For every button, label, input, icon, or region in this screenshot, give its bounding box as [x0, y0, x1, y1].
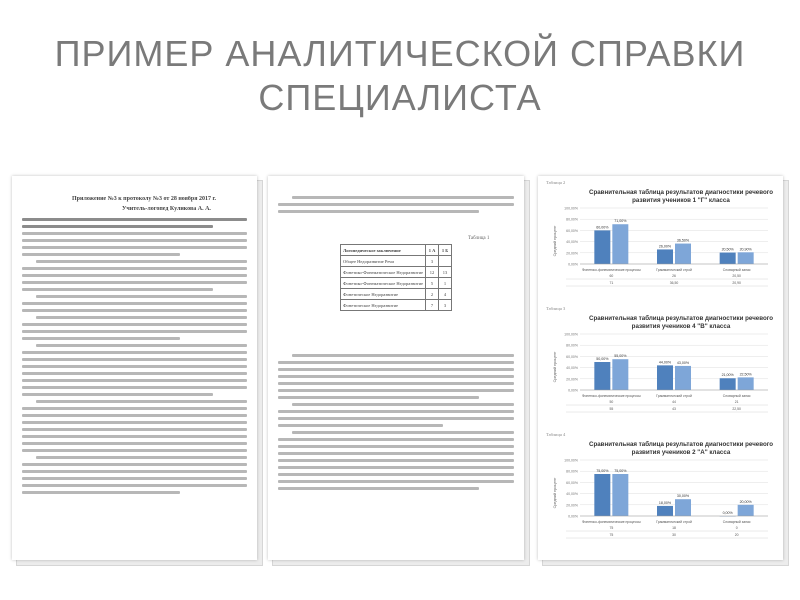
y-tick-label: 40,00%	[566, 492, 578, 497]
table-value: 75	[609, 533, 614, 537]
y-tick-label: 0,00%	[568, 514, 578, 519]
document-page-3	[538, 176, 783, 560]
bar	[612, 224, 628, 264]
y-tick-label: 20,00%	[566, 251, 578, 256]
table-row	[341, 278, 452, 289]
bar	[675, 244, 691, 264]
bar	[594, 230, 610, 264]
cell-a: 7	[426, 300, 439, 311]
table-value: 44	[672, 400, 676, 404]
category-label: Фонетико-фонематические процессы	[581, 520, 641, 524]
y-axis-label: Средний процент	[553, 225, 557, 257]
category-label: Фонетико-фонематические процессы	[581, 394, 641, 398]
bar	[720, 378, 736, 390]
chart-title-line: развития учеников 4 "В" класса	[631, 323, 731, 330]
table-value: 20	[734, 533, 739, 537]
bar	[657, 365, 673, 390]
data-label: 75,00%	[596, 469, 609, 473]
slide-title-line-1: ПРИМЕР АНАЛИТИЧЕСКОЙ СПРАВКИ	[54, 33, 746, 74]
cell-b: 13	[439, 267, 452, 278]
table-value: 30	[672, 533, 676, 537]
page1-subheader: Учитель-логопед Куликова А. А.	[122, 206, 211, 212]
cell-label: Фонетическое Недоразвитие	[341, 300, 426, 311]
data-label: 0,00%	[722, 511, 733, 515]
page1-body-text	[22, 218, 247, 498]
y-tick-label: 80,00%	[566, 469, 578, 474]
table-value: 55	[609, 407, 614, 411]
y-axis-label: Средний процент	[553, 351, 557, 383]
y-tick-label: 0,00%	[568, 262, 578, 267]
category-label: Словарный запас	[722, 268, 751, 272]
bar	[594, 362, 610, 390]
bar	[675, 499, 691, 516]
table-value: 50	[609, 400, 614, 404]
chart-1-tag: Таблица 2	[546, 180, 566, 185]
cell-label: Логопедическое заключение	[341, 245, 426, 256]
slide-title	[0, 32, 800, 120]
table-value: 43	[672, 407, 676, 411]
chart-2-tag: Таблица 3	[546, 306, 566, 311]
y-tick-label: 40,00%	[566, 366, 578, 371]
table-value: 20,90	[732, 281, 741, 285]
data-label: 30,00%	[676, 494, 690, 499]
table-value: 21	[734, 400, 739, 404]
chart-3-tag: Таблица 4	[546, 432, 566, 437]
y-tick-label: 40,00%	[566, 240, 578, 245]
y-tick-label: 80,00%	[566, 217, 578, 222]
data-label: 55,00%	[614, 354, 627, 359]
data-label: 22,50%	[739, 372, 752, 377]
bar	[720, 253, 736, 264]
table-row	[341, 256, 452, 267]
cell-label: Фонетико-Фонематическое Недоразвитие	[341, 267, 426, 278]
page2-intro-text	[278, 196, 514, 217]
category-label: Грамматический строй	[656, 520, 692, 524]
chart-2	[546, 306, 775, 421]
cell-b: 1	[439, 278, 452, 289]
chart-2-svg	[546, 312, 775, 420]
bar	[657, 249, 673, 264]
chart-title-line: Сравнительная таблица результатов диагностики речевого	[588, 441, 774, 448]
chart-title-line: Сравнительная таблица результатов диагностики речевого	[588, 189, 774, 196]
y-tick-label: 60,00%	[566, 228, 578, 233]
cell-a: 1 А	[426, 245, 439, 256]
cell-a: 5	[426, 278, 439, 289]
table-row	[341, 289, 452, 300]
category-label: Словарный запас	[722, 394, 751, 398]
cell-a: 2	[426, 289, 439, 300]
cell-b: 1 Б	[439, 245, 452, 256]
data-label: 60,00%	[596, 225, 609, 230]
table-value: 75	[609, 526, 614, 530]
data-label: 44,00%	[658, 360, 672, 365]
chart-1	[546, 180, 775, 295]
chart-title-line: развития учеников 1 "Г" класса	[632, 197, 730, 204]
table-row	[341, 267, 452, 278]
page2-body-text	[278, 354, 514, 494]
table-value: 0	[735, 526, 738, 530]
cell-a: 12	[426, 267, 439, 278]
page2-table-caption: Таблица 1	[468, 236, 490, 241]
table-value: 20,50	[732, 274, 741, 278]
y-tick-label: 100,00%	[564, 458, 578, 463]
table-value: 18	[672, 526, 676, 530]
y-tick-label: 20,00%	[566, 503, 578, 508]
chart-title-line: Сравнительная таблица результатов диагностики речевого	[588, 315, 774, 322]
table-value: 22,50	[732, 407, 741, 411]
page1-header: Приложение №3 к протоколу №3 от 28 ноября 2017 г.	[72, 196, 217, 202]
category-label: Словарный запас	[722, 520, 751, 524]
y-tick-label: 100,00%	[564, 332, 578, 337]
y-tick-label: 100,00%	[564, 206, 578, 211]
y-tick-label: 20,00%	[566, 377, 578, 382]
data-label: 20,00%	[739, 499, 752, 504]
bar	[738, 505, 754, 516]
cell-b: 3	[439, 300, 452, 311]
y-tick-label: 60,00%	[566, 480, 578, 485]
data-label: 20,90%	[739, 247, 752, 252]
data-label: 75,00%	[614, 469, 627, 473]
slide-title-line-2: СПЕЦИАЛИСТА	[258, 77, 542, 118]
cell-b: 4	[439, 289, 452, 300]
chart-1-svg	[546, 186, 775, 294]
category-label: Грамматический строй	[656, 394, 692, 398]
bar	[594, 474, 610, 516]
bar	[612, 474, 628, 516]
chart-3	[546, 432, 775, 547]
data-label: 26,00%	[658, 244, 672, 249]
y-tick-label: 80,00%	[566, 343, 578, 348]
document-page-2	[268, 176, 524, 560]
data-label: 18,00%	[658, 500, 672, 505]
table-row	[341, 245, 452, 256]
data-label: 50,00%	[596, 357, 609, 361]
chart-title-line: развития учеников 2 "А" класса	[631, 449, 731, 456]
diagnosis-table	[340, 244, 452, 311]
document-page-1	[12, 176, 257, 560]
category-label: Грамматический строй	[656, 268, 692, 272]
cell-label: Фонетическое Недоразвитие	[341, 289, 426, 300]
category-label: Фонетико-фонематические процессы	[581, 268, 641, 272]
cell-label: Общее Недоразвитие Речи	[341, 256, 426, 267]
bar	[738, 377, 754, 390]
cell-label: Фонетико-Фонематическое Недоразвитие	[341, 278, 426, 289]
table-value: 60	[609, 274, 614, 278]
y-axis-label: Средний процент	[553, 477, 557, 509]
y-tick-label: 60,00%	[566, 354, 578, 359]
bar	[657, 506, 673, 516]
chart-3-svg	[546, 438, 775, 546]
data-label: 43,00%	[676, 360, 690, 365]
data-label: 71,00%	[614, 219, 627, 224]
cell-b	[439, 256, 452, 267]
table-value: 71	[609, 281, 614, 285]
y-tick-label: 0,00%	[568, 388, 578, 393]
bar	[612, 359, 628, 390]
bar	[738, 252, 754, 264]
data-label: 20,50%	[721, 247, 734, 252]
table-value: 36,50	[669, 281, 679, 285]
bar	[675, 366, 691, 390]
table-value: 26	[672, 274, 676, 278]
table-row	[341, 300, 452, 311]
data-label: 21,00%	[721, 373, 734, 378]
data-label: 36,50%	[676, 238, 690, 243]
cell-a: 3	[426, 256, 439, 267]
